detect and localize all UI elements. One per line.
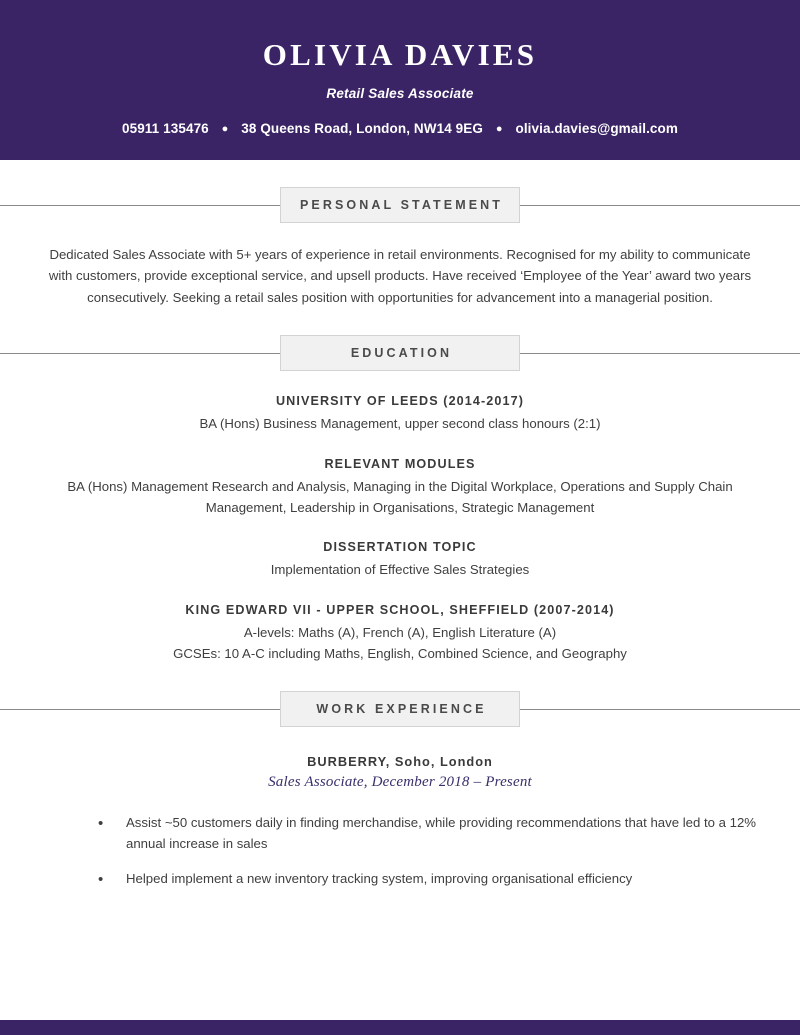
education-entry — [30, 540, 770, 580]
contact-line — [0, 121, 800, 136]
education-entry-line: GCSEs: 10 A-C including Maths, English, Combined Science, and Geography — [173, 646, 627, 661]
section-title-education: EDUCATION — [280, 335, 520, 371]
contact-email: olivia.davies@gmail.com — [515, 121, 678, 137]
footer-bar — [0, 1020, 800, 1035]
work-experience-content — [0, 754, 800, 890]
personal-statement-content — [0, 244, 800, 308]
job-role: Sales Associate, December 2018 – Present — [268, 774, 532, 791]
education-entry-line: BA (Hons) Business Management, upper second class honours (2:1) — [199, 416, 601, 432]
job-entry — [30, 754, 770, 791]
contact-address: 38 Queens Road, London, NW14 9EG — [241, 121, 483, 137]
bullet-separator-icon: ● — [221, 123, 229, 136]
education-entry-heading: KING EDWARD VII - UPPER SCHOOL, SHEFFIELD (2007-2014) — [185, 602, 615, 617]
resume-header — [0, 0, 800, 160]
education-entry-heading: RELEVANT MODULES — [324, 456, 476, 471]
education-entry — [30, 457, 770, 519]
education-entry — [30, 603, 770, 665]
education-entry — [30, 394, 770, 434]
page-title: OLIVIA DAVIES — [262, 37, 538, 72]
education-entry-line: Implementation of Effective Sales Strategies — [270, 562, 530, 578]
education-entry-heading: UNIVERSITY OF LEEDS (2014-2017) — [275, 394, 525, 409]
education-content — [0, 394, 800, 664]
list-item: • Helped implement a new inventory tracking system, improving organisational efficiency — [98, 869, 760, 890]
section-header-work-experience — [0, 690, 800, 728]
list-item: • Assist ~50 customers daily in finding merchandise, while providing recommendations that have led to a 12% annual increase in sales — [98, 813, 760, 855]
job-bullet-list — [30, 813, 770, 890]
job-company: BURBERRY, Soho, London — [307, 754, 493, 770]
section-header-education — [0, 334, 800, 372]
education-entry-line: A-levels: Maths (A), French (A), English Literature (A) — [243, 624, 557, 640]
section-header-personal-statement — [0, 186, 800, 224]
section-title-work-experience: WORK EXPERIENCE — [280, 691, 520, 727]
section-title-personal-statement: PERSONAL STATEMENT — [280, 187, 520, 223]
education-entry-heading: DISSERTATION TOPIC — [323, 540, 477, 555]
bullet-separator-icon: ● — [495, 123, 503, 136]
personal-statement-body: Dedicated Sales Associate with 5+ years of experience in retail environments. Recognised for my ability to communicate with customers, provide exceptional service, and upsell products. Have received ‘Employee of the Year’ award two years consecutively. Seeking a retail sales position with opportunities for advancement into a managerial position. — [48, 247, 752, 305]
contact-phone: 05911 135476 — [121, 121, 209, 137]
header-job-title: Retail Sales Associate — [326, 86, 474, 102]
education-entry-line: BA (Hons) Management Research and Analysis, Managing in the Digital Workplace, Operations and Supply Chain Management, Leadership in Organisations, Strategic Management — [67, 478, 733, 515]
